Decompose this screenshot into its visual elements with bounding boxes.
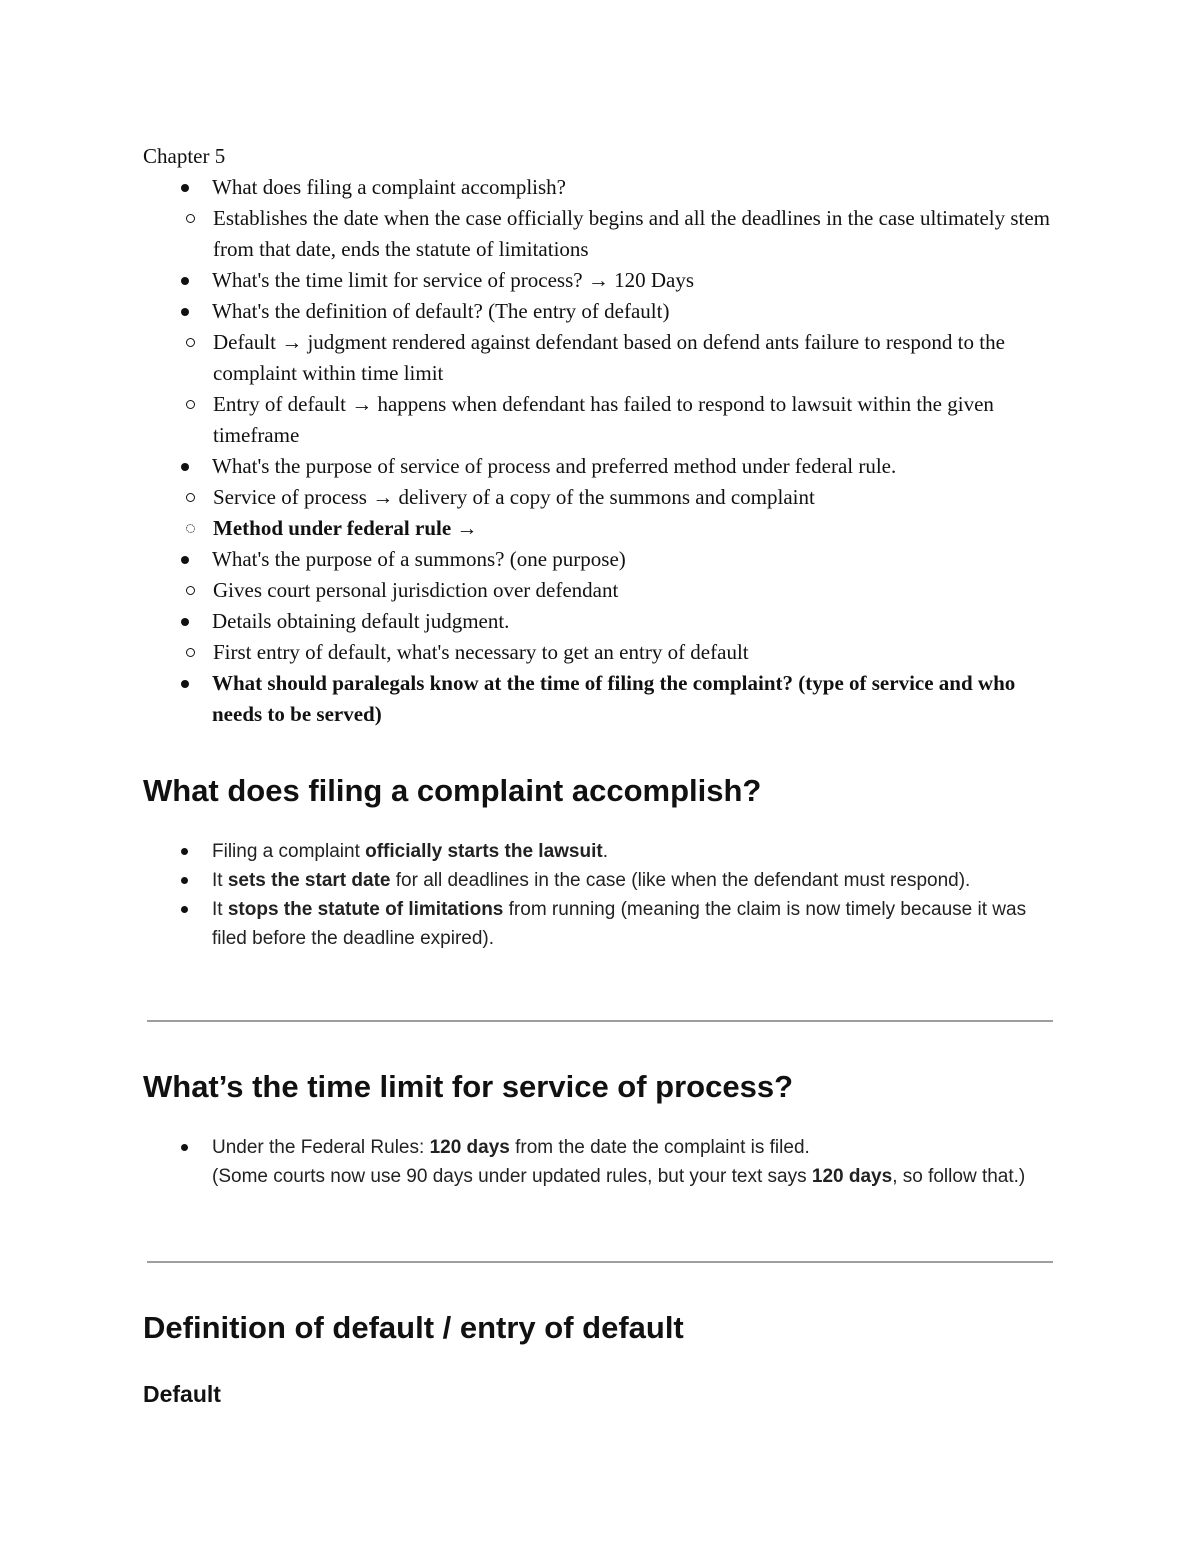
sub-list bbox=[143, 482, 1055, 544]
text-run: It bbox=[212, 899, 228, 920]
bold-text: 120 days bbox=[429, 1137, 510, 1158]
list-item bbox=[143, 296, 1055, 451]
list-item bbox=[143, 895, 1055, 953]
question-text: What should paralegals know at the time of filing the complaint? (type of service and who needs to be served) bbox=[212, 671, 1016, 726]
list-item bbox=[143, 575, 1055, 606]
list-item bbox=[143, 668, 1055, 730]
question-text: What's the purpose of service of process and preferred method under federal rule. bbox=[212, 454, 897, 478]
question-text: What's the definition of default? (The entry of default) bbox=[212, 299, 670, 323]
list-item bbox=[143, 637, 1055, 668]
question-text: What's the time limit for service of process? → 120 Days bbox=[212, 268, 694, 292]
bold-text: officially starts the lawsuit bbox=[365, 841, 603, 862]
document-page bbox=[143, 141, 1055, 1407]
text-run: It bbox=[212, 870, 228, 891]
outline bbox=[143, 141, 1055, 730]
question-text: Details obtaining default judgment. bbox=[212, 609, 510, 633]
text-run: Under the Federal Rules: bbox=[212, 1137, 430, 1158]
list-item bbox=[143, 203, 1055, 265]
section-list bbox=[143, 1133, 1055, 1191]
section-heading: Definition of default / entry of default bbox=[143, 1310, 684, 1345]
list-item bbox=[143, 327, 1055, 389]
answer-text: Gives court personal jurisdiction over defendant bbox=[213, 578, 619, 602]
answer-text: Method under federal rule → bbox=[213, 516, 478, 540]
text-run: , so follow that.) bbox=[892, 1166, 1026, 1187]
chapter-title: Chapter 5 bbox=[143, 144, 226, 168]
section-heading: What does filing a complaint accomplish? bbox=[143, 773, 762, 808]
section-heading: What’s the time limit for service of process? bbox=[143, 1069, 794, 1104]
section-list bbox=[143, 837, 1055, 953]
text-run: (Some courts now use 90 days under updated rules, but your text says bbox=[212, 1166, 812, 1187]
sub-list bbox=[143, 637, 1055, 668]
list-item bbox=[143, 389, 1055, 451]
list-item bbox=[143, 606, 1055, 668]
answer-text: Entry of default → happens when defendant has failed to respond to lawsuit within the given timeframe bbox=[213, 392, 994, 447]
sub-list bbox=[143, 575, 1055, 606]
text-run: Filing a complaint bbox=[212, 841, 366, 862]
question-text: What's the purpose of a summons? (one purpose) bbox=[212, 547, 626, 571]
list-item bbox=[143, 866, 1055, 895]
list-item bbox=[143, 837, 1055, 866]
bold-text: sets the start date bbox=[227, 870, 391, 891]
list-item bbox=[143, 544, 1055, 606]
list-item bbox=[143, 482, 1055, 513]
answer-text: Establishes the date when the case officially begins and all the deadlines in the case ultimately stem from that date, ends the statute of limitations bbox=[213, 206, 1051, 261]
list-item bbox=[143, 265, 1055, 296]
sub-list bbox=[143, 203, 1055, 265]
text-run: for all deadlines in the case (like when the defendant must respond). bbox=[390, 870, 971, 891]
bold-text: stops the statute of limitations bbox=[227, 899, 504, 920]
bold-text: 120 days bbox=[811, 1166, 893, 1187]
text-run: from the date the complaint is filed. bbox=[509, 1137, 810, 1158]
answer-text: First entry of default, what's necessary to get an entry of default bbox=[213, 640, 749, 664]
question-text: What does filing a complaint accomplish? bbox=[212, 175, 566, 199]
text-run: . bbox=[602, 841, 608, 862]
list-item bbox=[143, 1133, 1055, 1191]
text-run: from running (meaning the claim is now timely because it was filed before the deadline expired). bbox=[212, 899, 1027, 949]
sub-list bbox=[143, 327, 1055, 451]
list-item bbox=[143, 451, 1055, 544]
answer-text: Default → judgment rendered against defendant based on defend ants failure to respond to the complaint within time limit bbox=[213, 330, 1005, 385]
answer-text: Service of process → delivery of a copy of the summons and complaint bbox=[213, 485, 815, 509]
list-item bbox=[143, 513, 1055, 544]
outline-list bbox=[143, 172, 1055, 730]
horizontal-divider bbox=[147, 1261, 1053, 1263]
subsection-heading: Default bbox=[143, 1381, 221, 1407]
horizontal-divider bbox=[147, 1020, 1053, 1022]
list-item bbox=[143, 172, 1055, 265]
